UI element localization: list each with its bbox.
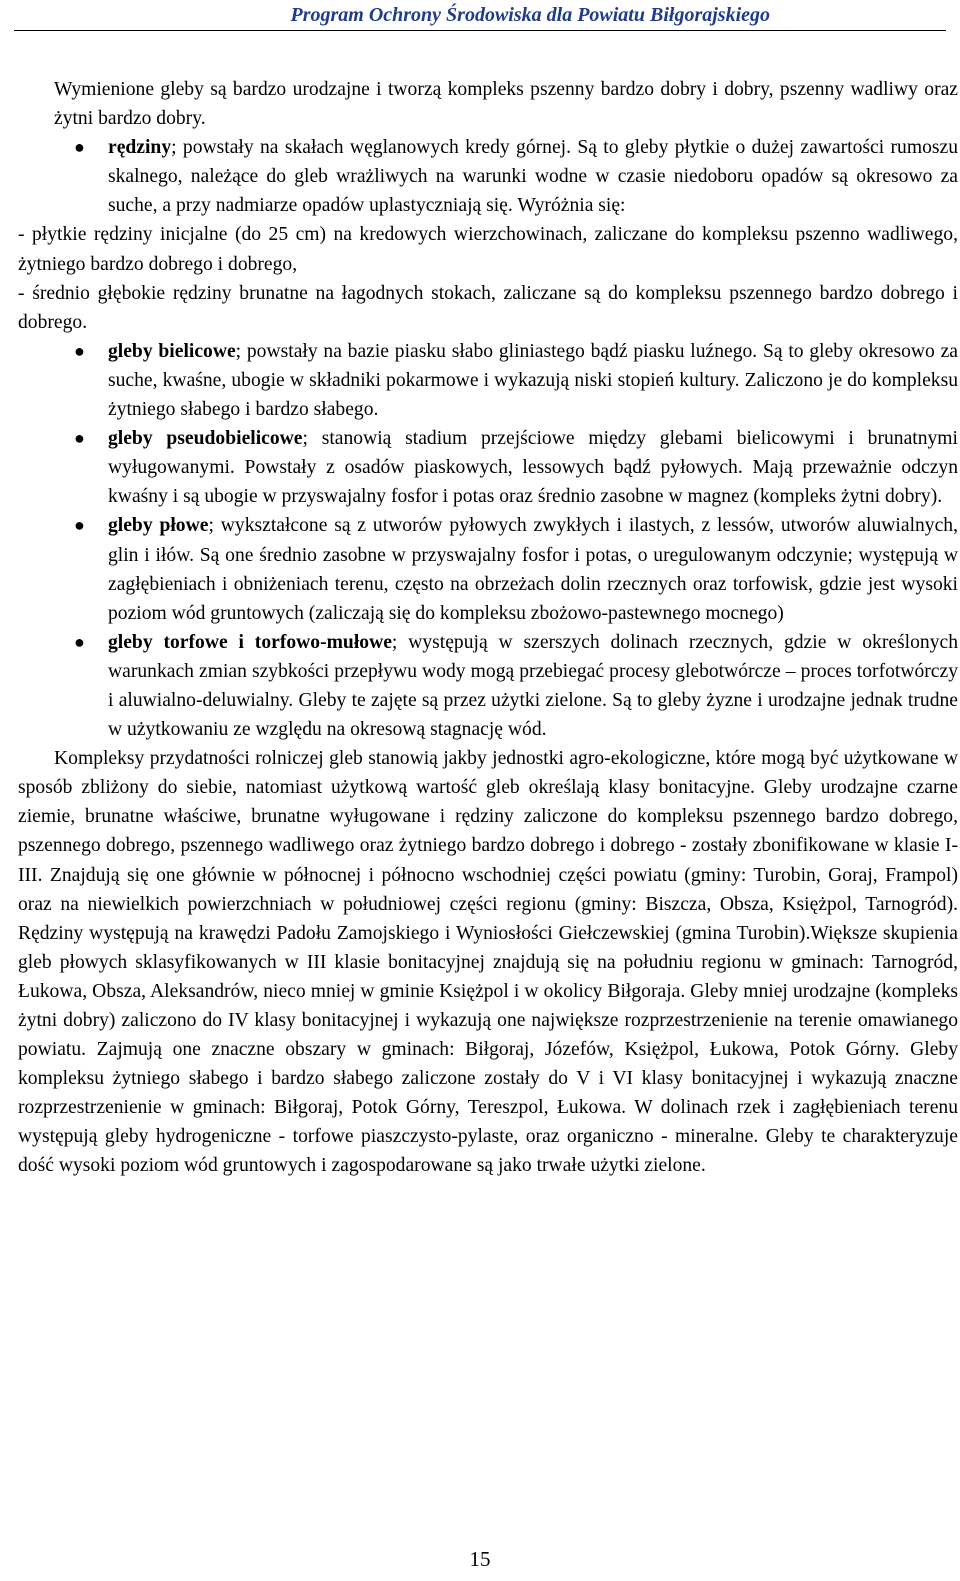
page-header (14, 0, 946, 31)
sub-item-plytkie: - płytkie rędziny inicjalne (do 25 cm) na kredowych wierzchowinach, zaliczane do kompleksu pszenno wadliwego, żytniego bardzo dobrego i dobrego, (18, 224, 958, 275)
bullet-icon: ● (74, 137, 85, 158)
list-item-redziny (18, 133, 958, 220)
header-title: Program Ochrony Środowiska dla Powiatu Biłgorajskiego (290, 4, 770, 26)
page-content (18, 75, 958, 1181)
bullet-icon: ● (74, 428, 85, 449)
body-paragraph: Kompleksy przydatności rolniczej gleb stanowią jakby jednostki agro-ekologiczne, które mogą być użytkowane w sposób zbliżony do siebie, natomiast użytkową wartość gleb określają klasy bonitacyjne. Gleby urodzajne czarne ziemie, brunatne właściwe, brunatne wyługowane i rędziny zaliczone do kompleksu pszennego bardzo dobrego, pszennego dobrego, pszennego wadliwego oraz żytniego bardzo dobrego i dobrego - zostały zbonifikowane w klasie I-III. Znajdują się one głównie w północnej i północno wschodniej części powiatu (gminy: Turobin, Goraj, Frampol) oraz na niewielkich powierzchniach w południowej części regionu (gminy: Biszcza, Obsza, Księżpol, Tarnogród). Rędziny występują na krawędzi Padołu Zamojskiego i Wyniosłości Giełczewskiej (gmina Turobin).Większe skupienia gleb płowych sklasyfikowanych w III klasie bonitacyjnej znajdują się na południu regionu w gminach: Tarnogród, Łukowa, Obsza, Aleksandrów, nieco mniej w gminie Księżpol i w okolicy Biłgoraja. Gleby mniej urodzajne (kompleks żytni dobry) zaliczono do IV klasy bonitacyjnej i wykazują one największe rozprzestrzenienie na terenie omawianego powiatu. Zajmują one znaczne obszary w gminach: Biłgoraj, Józefów, Księżpol, Łukowa, Potok Górny. Gleby kompleksu żytniego słabego i bardzo słabego zaliczone zostały do V i VI klasy bonitacyjnej i wykazują znaczne rozprzestrzenienie w gminach: Biłgoraj, Potok Górny, Tereszpol, Łukowa. W dolinach rzek i zagłębieniach terenu występują gleby hydrogeniczne - torfowe piaszczysto-pylaste, oraz organiczno - mineralne. Gleby te charakteryzuje dość wysoki poziom wód gruntowych i zagospodarowane są jako trwałe użytki zielone. (18, 748, 958, 1177)
list-item-plowe (18, 511, 958, 627)
list-item-term: rędziny (108, 137, 172, 159)
list-item-bielicowe (18, 337, 958, 424)
bullet-icon: ● (74, 631, 85, 652)
bullet-icon: ● (74, 515, 85, 536)
list-item-text: ; stanowią stadium przejściowe między glebami bielicowymi i brunatnymi wyługowanymi. Powstały z osadów piaskowych, lessowych bądź pyłowych. Mają przeważnie odczyn kwaśny i są ubogie w przyswajalny fosfor i potas oraz średnio zasobne w magnez (kompleks żytni dobry). (108, 428, 958, 508)
list-item-term: gleby płowe (108, 515, 209, 537)
list-item-text: ; powstały na bazie piasku słabo gliniastego bądź piasku luźnego. Są to gleby okresowo za suche, kwaśne, ubogie w składniki pokarmowe i wykazują niski stopień kultury. Zaliczono je do kompleksu żytniego słabego i bardzo słabego. (108, 340, 958, 421)
sub-item-srednio: - średnio głębokie rędziny brunatne na łagodnych stokach, zaliczane są do kompleksu pszennego bardzo dobrego i dobrego. (18, 282, 958, 333)
list-item-term: gleby pseudobielicowe (108, 428, 303, 450)
page-number: 15 (469, 1547, 491, 1571)
list-item-term: gleby torfowe i torfowo-mułowe (108, 631, 392, 653)
intro-paragraph: Wymienione gleby są bardzo urodzajne i tworzą kompleks pszenny bardzo dobry i dobry, pszenny wadliwy oraz żytni bardzo dobry. (54, 79, 958, 130)
list-item-pseudobielicowe (18, 424, 958, 511)
list-item-term: gleby bielicowe (108, 340, 236, 362)
list-item-text: ; powstały na skałach węglanowych kredy górnej. Są to gleby płytkie o dużej zawartości rumoszu skalnego, należące do gleb wrażliwych na warunki wodne w czasie niedoboru opadów są okresowo za suche, a przy nadmiarze opadów uplastyczniają się. Wyróżnia się: (108, 137, 958, 217)
list-item-torfowe (18, 628, 958, 744)
list-item-text: ; występują w szerszych dolinach rzecznych, gdzie w określonych warunkach zmian szybkości przepływu wody mogą przebiegać procesy glebotwórcze – proces torfotwórczy i aluwialno-deluwialny. Gleby te zajęte są przez użytki zielone. Są to gleby żyzne i urodzajne jednak trudne w użytkowaniu ze względu na okresową stagnację wód. (108, 631, 958, 741)
list-item-text: ; wykształcone są z utworów pyłowych zwykłych i ilastych, z lessów, utworów aluwialnych, glin i iłów. Są one średnio zasobne w przyswajalny fosfor i potas, o uregulowanym odczynie; występują w zagłębieniach i obniżeniach terenu, często na obrzeżach dolin rzecznych oraz torfowisk, gdzie jest wysoki poziom wód gruntowych (zaliczają się do kompleksu zbożowo-pastewnego mocnego) (108, 515, 958, 624)
bullet-icon: ● (74, 340, 85, 361)
